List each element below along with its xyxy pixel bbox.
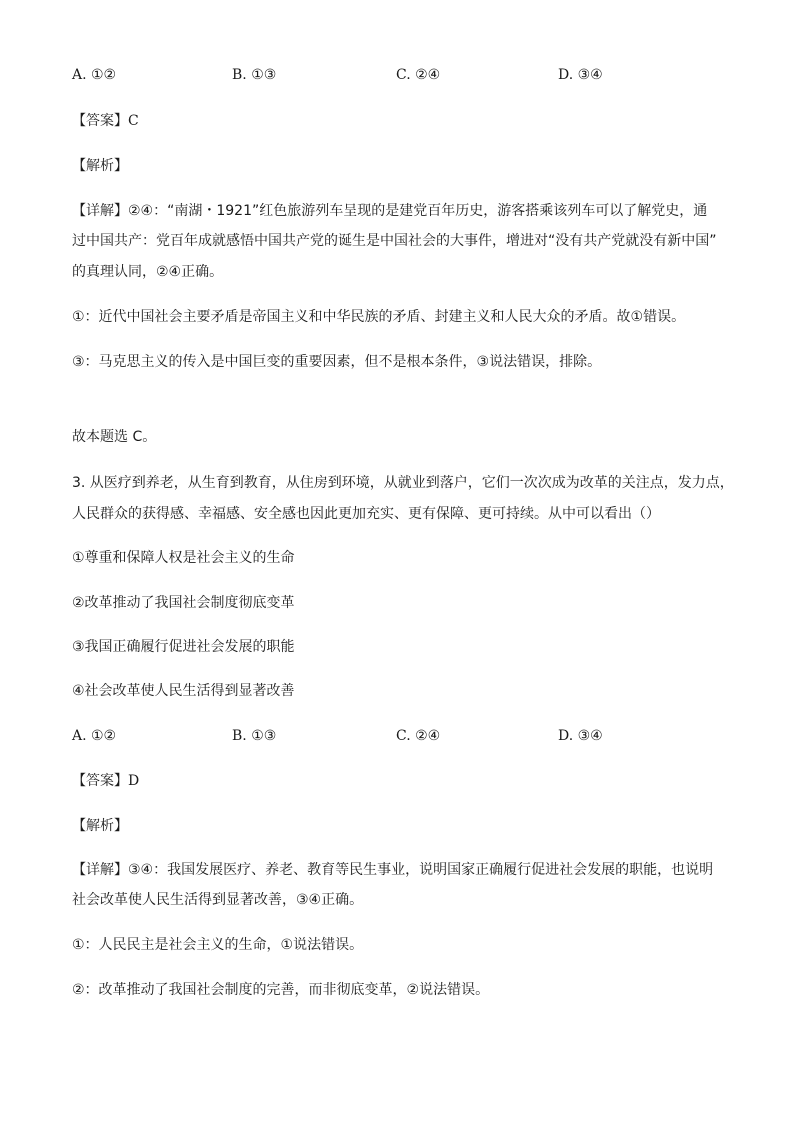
detail-tag: 【详解】 xyxy=(72,862,128,878)
q3-option-b: B. ①③ xyxy=(232,728,277,744)
answer-value: D xyxy=(128,773,140,789)
q3-stem-line-1: 3. 从医疗到养老，从生育到教育，从住房到环境，从就业到落户，它们一次次成为改革的关注点，发力点， xyxy=(72,475,734,491)
q3-option-c: C. ②④ xyxy=(396,728,441,744)
q3-detail-line-1 xyxy=(72,860,722,880)
detail-text: ③④：我国发展医疗、养老、教育等民生事业，说明国家正确履行促进社会发展的职能，也说明 xyxy=(128,862,714,878)
q3-option-d: D. ③④ xyxy=(558,728,603,744)
q3-note-2: ②：改革推动了我国社会制度的完善，而非彻底变革，②说法错误。 xyxy=(72,982,490,998)
q2-detail-line-3: 的真理认同，②④正确。 xyxy=(72,264,224,280)
detail-text: ②④：“南湖・1921”红色旅游列车呈现的是建党百年历史，游客搭乘该列车可以了解党史，通 xyxy=(128,203,708,219)
q3-answer xyxy=(72,771,722,791)
q3-stem-line-2: 人民群众的获得感、幸福感、安全感也因此更加充实、更有保障、更可持续。从中可以看出（） xyxy=(72,506,660,522)
detail-tag: 【详解】 xyxy=(72,203,128,219)
q3-note-1: ①：人民民主是社会主义的生命，①说法错误。 xyxy=(72,937,364,953)
q3-analysis-heading: 【解析】 xyxy=(72,818,128,834)
q2-detail-line-1 xyxy=(72,201,722,221)
q3-statement-1: ①尊重和保障人权是社会主义的生命 xyxy=(72,550,295,566)
q2-note-3: ③：马克思主义的传入是中国巨变的重要因素，但不是根本条件，③说法错误，排除。 xyxy=(72,354,602,370)
q2-option-d: D. ③④ xyxy=(558,67,603,83)
q2-option-a: A. ①② xyxy=(72,67,117,83)
q2-option-c: C. ②④ xyxy=(396,67,441,83)
answer-tag: 【答案】 xyxy=(72,773,128,789)
q3-statement-4: ④社会改革使人民生活得到显著改善 xyxy=(72,683,295,699)
q3-options xyxy=(72,726,722,746)
q2-answer xyxy=(72,111,722,131)
answer-tag: 【答案】 xyxy=(72,113,128,129)
q3-statement-3: ③我国正确履行促进社会发展的职能 xyxy=(72,639,295,655)
q2-note-1: ①：近代中国社会主要矛盾是帝国主义和中华民族的矛盾、封建主义和人民大众的矛盾。故①错误。 xyxy=(72,309,686,325)
answer-value: C xyxy=(128,113,139,129)
q3-statement-2: ②改革推动了我国社会制度彻底变革 xyxy=(72,595,295,611)
q2-options xyxy=(72,65,722,85)
q2-conclusion: 故本题选 C。 xyxy=(72,429,157,445)
q2-analysis-heading: 【解析】 xyxy=(72,158,128,174)
q2-detail-line-2: 过中国共产：党百年成就感悟中国共产党的诞生是中国社会的大事件，增进对“没有共产党就没有新中国” xyxy=(72,233,717,249)
q2-option-b: B. ①③ xyxy=(232,67,277,83)
q3-option-a: A. ①② xyxy=(72,728,117,744)
q3-detail-line-2: 社会改革使人民生活得到显著改善，③④正确。 xyxy=(72,892,364,908)
